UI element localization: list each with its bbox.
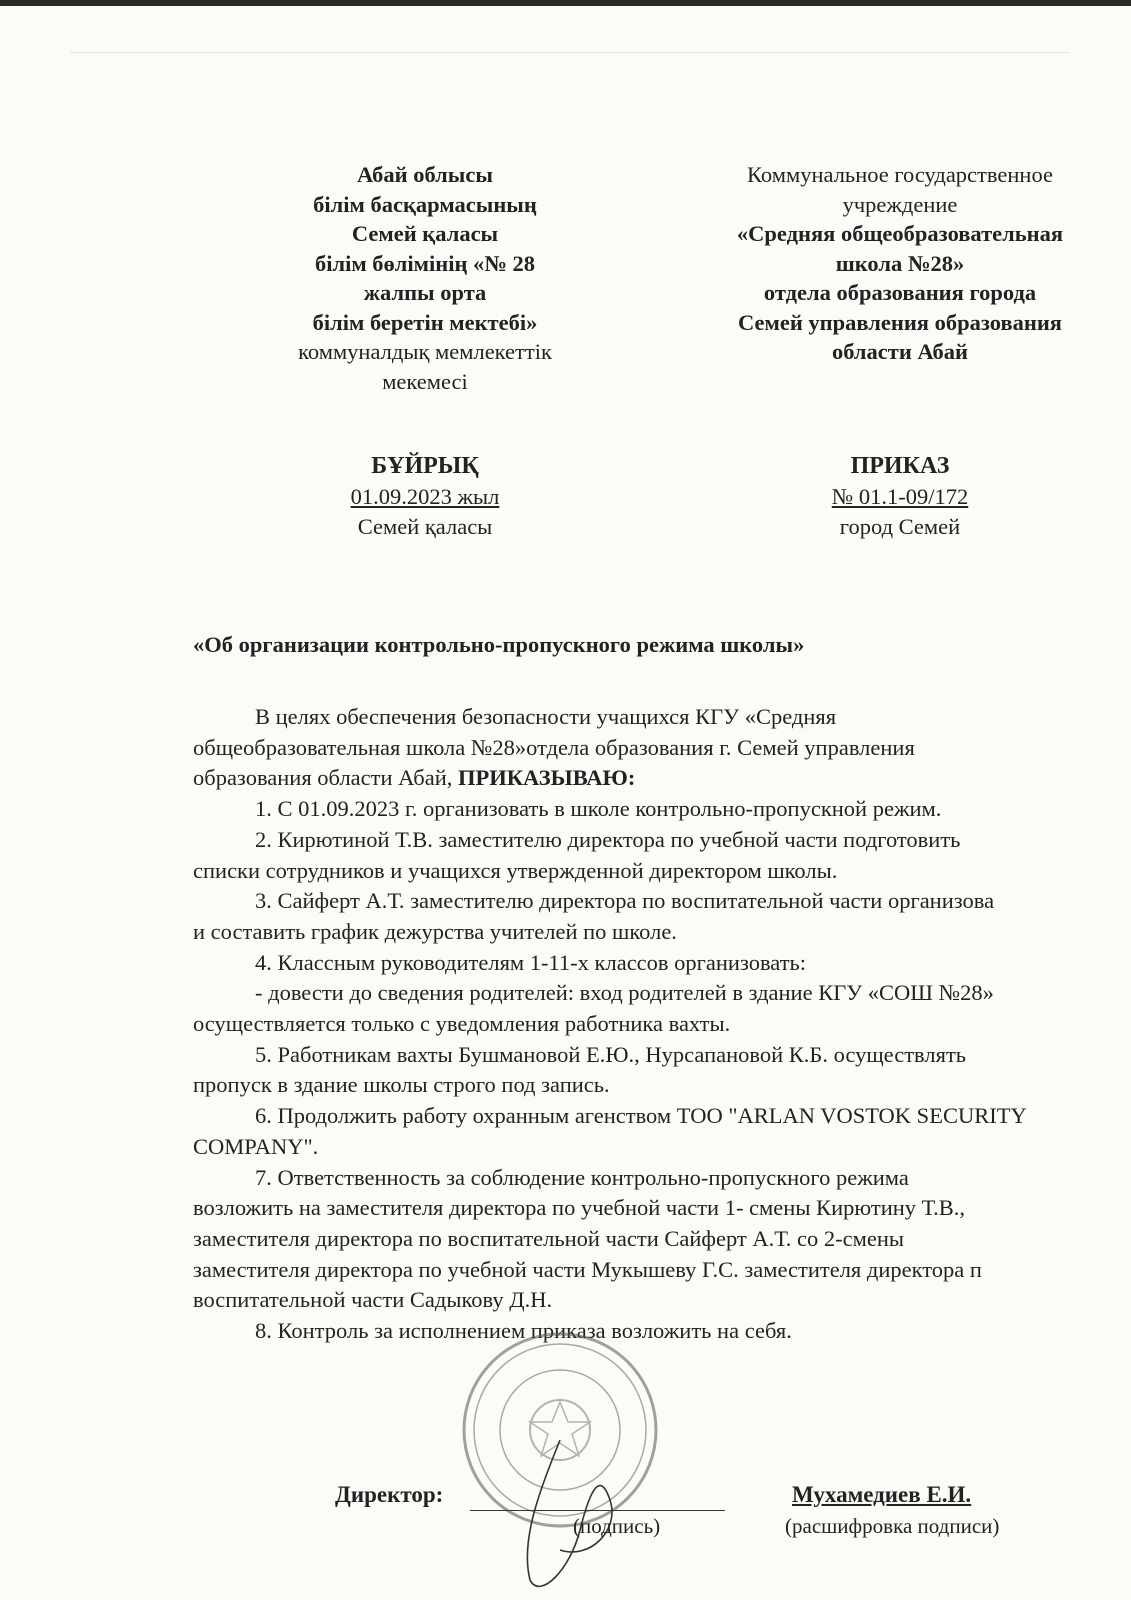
document-body [193, 702, 1131, 1347]
header-right-line: отдела образования города [763, 280, 1037, 305]
director-label: Директор: [335, 1482, 444, 1507]
order-directive: ПРИКАЗЫВАЮ: [457, 765, 636, 791]
header-left-line: Абай облысы [357, 162, 493, 187]
body-text-fragment: образования области Абай, [193, 765, 453, 791]
header-left-line: жалпы орта [363, 280, 487, 305]
body-line: 5. Работникам вахты Бушмановой Е.Ю., Нурсапановой К.Б. осуществлять [255, 1041, 967, 1067]
body-line: и составить график дежурства учителей по школе. [193, 918, 677, 944]
header-left-line: білім бөлімінің «№ 28 [314, 250, 536, 276]
order-date: 01.09.2023 жыл [350, 484, 500, 509]
header-right-line: школа №28» [835, 250, 965, 276]
order-city-kazakh: Семей қаласы [357, 513, 493, 539]
document-title: «Об организации контрольно-пропускного режима школы» [193, 632, 805, 657]
director-name: Мухамедиев Е.И. [792, 1482, 972, 1507]
header-russian [680, 160, 1120, 367]
signature-hint: (подпись) [573, 1514, 661, 1538]
header-right-line: Семей управления образования [738, 309, 1062, 335]
header-right-line: «Средняя общеобразовательная [736, 221, 1064, 246]
body-line: 3. Сайферт А.Т. заместителю директора по воспитательной части организова [255, 888, 995, 914]
body-line: заместителя директора по учебной части Мукышеву Г.С. заместителя директора п [193, 1256, 982, 1282]
body-line: - довести до сведения родителей: вход родителей в здание КГУ «СОШ №28» [255, 980, 994, 1006]
header-right-line: Коммунальное государственное [747, 162, 1053, 187]
body-line: COMPANY". [193, 1133, 319, 1159]
order-block-kazakh [235, 450, 615, 541]
order-word-kazakh: БҰЙРЫҚ [371, 453, 479, 479]
order-block-russian [680, 450, 1120, 541]
signature-line [470, 1510, 725, 1511]
body-line: осуществляется только с уведомления работника вахты. [193, 1011, 731, 1037]
body-line: В целях обеспечения безопасности учащихся КГУ «Средняя [255, 704, 837, 729]
body-line: общеобразовательная школа №28»отдела образования г. Семей управления [193, 734, 915, 760]
scan-artifact-line [70, 52, 1070, 53]
body-line: возложить на заместителя директора по учебной части 1- смены Кирютину Т.В., [193, 1195, 966, 1221]
header-left-line: мекемесі [382, 368, 468, 394]
order-city-russian: город Семей [839, 513, 961, 539]
body-line: воспитательной части Садыкову Д.Н. [193, 1287, 553, 1313]
body-line: 6. Продолжить работу охранным агенством ТОО "ARLAN VOSTOK SECURITY [255, 1103, 1027, 1129]
body-line: пропуск в здание школы строго под запись. [193, 1072, 610, 1098]
order-word-russian: ПРИКАЗ [850, 453, 950, 479]
header-left-line: білім беретін мектебі» [312, 309, 538, 335]
body-line: 8. Контроль за исполнением приказа возложить на себя. [255, 1318, 792, 1344]
body-line: списки сотрудников и учащихся утвержденной директором школы. [193, 857, 838, 883]
header-right-line: области Абай [831, 339, 968, 364]
header-left-line: Семей қаласы [351, 221, 499, 246]
body-line: 1. С 01.09.2023 г. организовать в школе контрольно-пропускной режим. [255, 796, 942, 822]
body-line: 7. Ответственность за соблюдение контрольно-пропускного режима [255, 1164, 909, 1190]
order-number: № 01.1-09/172 [831, 484, 969, 509]
body-line: 4. Классным руководителям 1-11-х классов организовать: [255, 949, 807, 975]
header-left-line: білім басқармасының [313, 191, 537, 217]
body-line: 2. Кирютиной Т.В. заместителю директора по учебной части подготовить [255, 826, 961, 852]
header-kazakh [235, 160, 615, 396]
body-line: заместителя директора по воспитательной части Сайферт А.Т. со 2-смены [193, 1225, 904, 1251]
header-right-line: учреждение [842, 191, 958, 217]
signature-decode-hint: (расшифровка подписи) [785, 1514, 1000, 1538]
header-left-line: коммуналдық мемлекеттік [298, 339, 552, 364]
scan-top-edge [0, 0, 1131, 6]
body-line-intro-end [193, 763, 1131, 794]
